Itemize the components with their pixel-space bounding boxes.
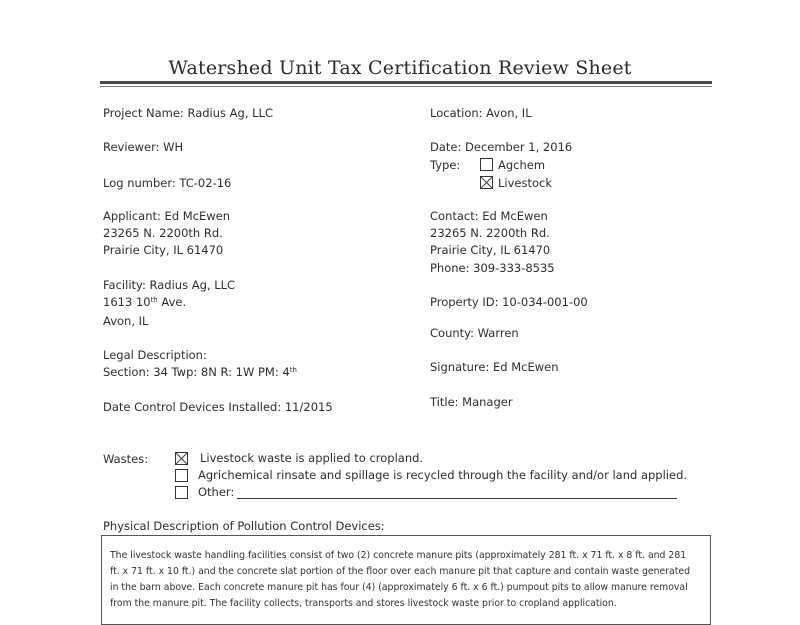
physical-description-heading: Physical Description of Pollution Control Devices: bbox=[103, 519, 385, 533]
location: Location: Avon, IL bbox=[430, 106, 532, 120]
contact-phone: Phone: 309-333-8535 bbox=[430, 261, 555, 275]
legal-description-label: Legal Description: bbox=[103, 348, 207, 362]
applicant-name: Applicant: Ed McEwen bbox=[103, 209, 231, 223]
type-agchem-checkbox[interactable] bbox=[480, 158, 493, 171]
type-livestock-label: Livestock bbox=[498, 176, 553, 190]
page-title: Watershed Unit Tax Certification Review Sheet bbox=[168, 57, 632, 79]
other-blank-line bbox=[237, 498, 677, 499]
type-agchem-label: Agchem bbox=[498, 158, 546, 172]
waste-livestock-checkbox[interactable] bbox=[175, 452, 188, 465]
physical-description-line: ft. x 71 ft. x 10 ft.) and the concrete slat portion of the floor over each manure pit that capture and contain waste generated bbox=[110, 566, 691, 577]
log-number: Log number: TC-02-16 bbox=[103, 176, 232, 190]
applicant-city: Prairie City, IL 61470 bbox=[103, 243, 224, 257]
physical-description-line: The livestock waste handling facilities consist of two (2) concrete manure pits (approximately 281 ft. x 71 ft. x 8 ft. and 281 bbox=[110, 550, 687, 561]
waste-other-checkbox[interactable] bbox=[175, 486, 188, 499]
facility-name: Facility: Radius Ag, LLC bbox=[103, 278, 236, 292]
review-date: Date: December 1, 2016 bbox=[430, 140, 573, 154]
type-livestock-checkbox[interactable] bbox=[480, 176, 493, 189]
facility-street: 1613 10th Ave. bbox=[103, 295, 187, 309]
physical-description-text bbox=[110, 548, 702, 612]
county: County: Warren bbox=[430, 326, 519, 340]
waste-agrichemical-label: Agrichemical rinsate and spillage is recycled through the facility and/or land applied. bbox=[198, 468, 688, 482]
contact-name: Contact: Ed McEwen bbox=[430, 209, 548, 223]
applicant-street: 23265 N. 2200th Rd. bbox=[103, 226, 223, 240]
project-name: Project Name: Radius Ag, LLC bbox=[103, 106, 273, 120]
waste-other-label: Other: bbox=[198, 485, 235, 499]
property-id: Property ID: 10-034-001-00 bbox=[430, 295, 588, 309]
signature: Signature: Ed McEwen bbox=[430, 360, 559, 374]
contact-street: 23265 N. 2200th Rd. bbox=[430, 226, 550, 240]
wastes-label: Wastes: bbox=[103, 452, 149, 466]
waste-livestock-label: Livestock waste is applied to cropland. bbox=[200, 451, 424, 465]
date-installed: Date Control Devices Installed: 11/2015 bbox=[103, 400, 333, 414]
type-label: Type: bbox=[430, 158, 461, 172]
facility-city: Avon, IL bbox=[103, 314, 149, 328]
physical-description-line: from the manure pit. The facility collects, transports and stores livestock waste prior to cropland application. bbox=[110, 598, 617, 609]
physical-description-line: in the barn above. Each concrete manure pit has four (4) (approximately 6 ft. x 6 ft.) pumpout pits to allow manure removal bbox=[110, 582, 688, 593]
title-rule-thick bbox=[100, 81, 712, 84]
title-field: Title: Manager bbox=[430, 395, 513, 409]
title-rule-thin bbox=[100, 86, 712, 87]
contact-city: Prairie City, IL 61470 bbox=[430, 243, 551, 257]
waste-agrichemical-checkbox[interactable] bbox=[175, 469, 188, 482]
legal-description-value: Section: 34 Twp: 8N R: 1W PM: 4th bbox=[103, 365, 297, 379]
reviewer: Reviewer: WH bbox=[103, 140, 184, 154]
